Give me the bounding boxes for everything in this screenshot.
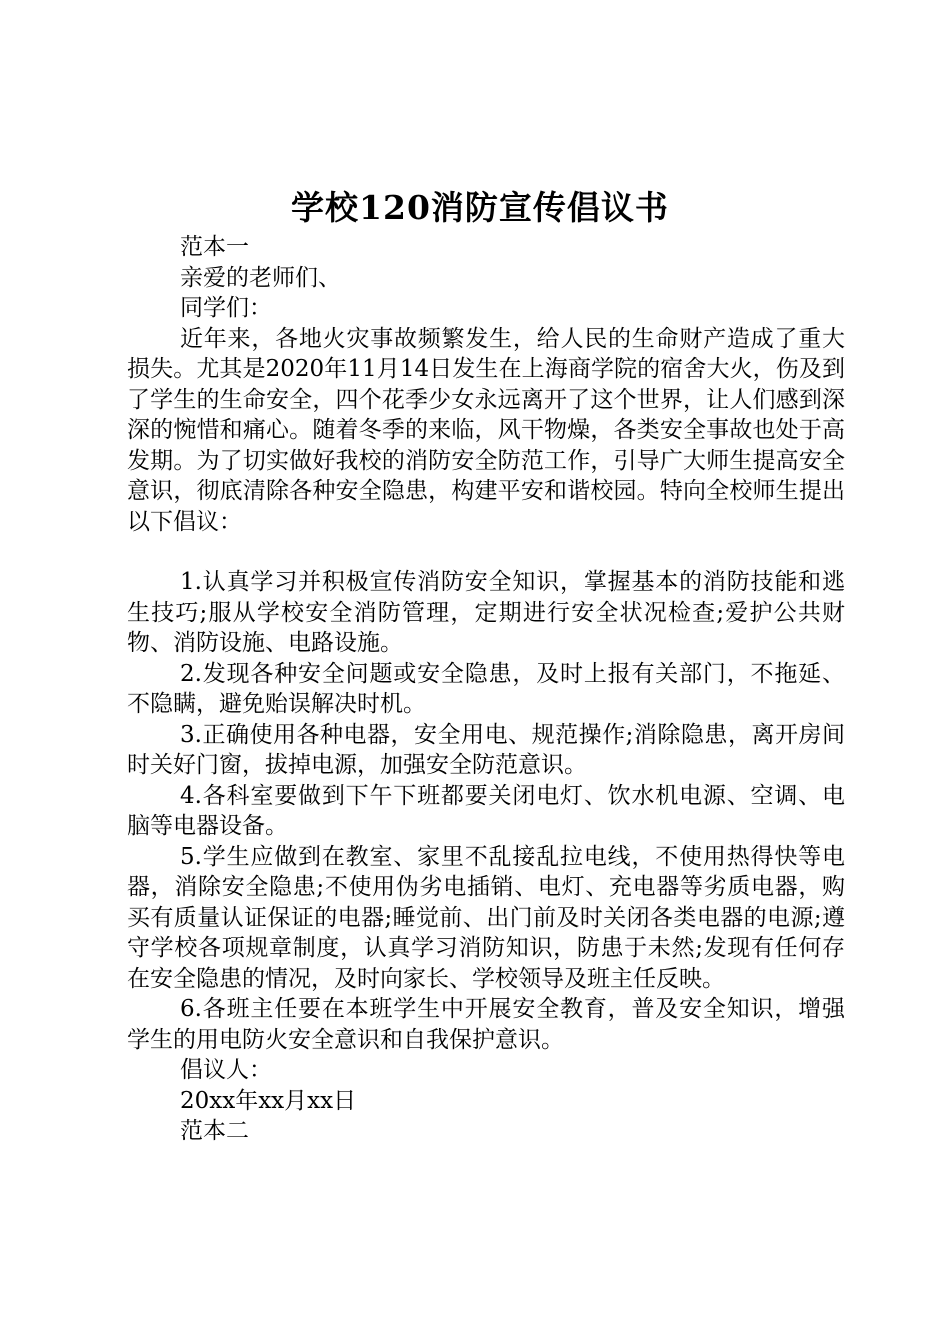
section-heading-2: 范本二 (180, 1118, 249, 1144)
proposal-item-1: 1.认真学习并积极宣传消防安全知识，掌握基本的消防技能和逃生技巧;服从学校安全消防管理，定期进行安全状况检查;爱护公共财物、消防设施、电路设施。 (127, 569, 845, 656)
proposal-item-5: 5.学生应做到在教室、家里不乱接乱拉电线，不使用热得快等电器，消除安全隐患;不使用伪劣电插销、电灯、充电器等劣质电器，购买有质量认证保证的电器;睡觉前、出门前及时关闭各类电器的电源;遵守学校各项规章制度，认真学习消防知识，防患于未然;发现有任何存在安全隐患的情况，及时向家长、学校领导及班主任反映。 (127, 843, 845, 992)
salutation-line-1: 亲爱的老师们、 (180, 264, 341, 291)
signature-date: 20xx年xx月xx日 (180, 1087, 357, 1114)
proposal-item-4: 4.各科室要做到下午下班都要关闭电灯、饮水机电源、空调、电脑等电器设备。 (127, 782, 845, 839)
salutation-line-2: 同学们： (180, 295, 272, 321)
section-heading-1: 范本一 (180, 234, 249, 260)
document-title: 学校120消防宣传倡议书 (291, 188, 669, 227)
paragraph-gap (127, 537, 845, 567)
intro-paragraph: 近年来，各地火灾事故频繁发生，给人民的生命财产造成了重大损失。尤其是2020年11月14日发生在上海商学院的宿舍大火，伤及到了学生的生命安全，四个花季少女永远离开了这个世界，让人们感到深深的惋惜和痛心。随着冬季的来临，风干物燥，各类安全事故也处于高发期。为了切实做好我校的消防安全防范工作，引导广大师生提高安全意识，彻底清除各种安全隐患，构建平安和谐校园。特向全校师生提出以下倡议： (127, 325, 845, 535)
document-body (127, 232, 845, 1147)
proposal-item-6: 6.各班主任要在本班学生中开展安全教育，普及安全知识，增强学生的用电防火安全意识和自我保护意识。 (127, 996, 845, 1053)
proposal-item-2: 2.发现各种安全问题或安全隐患，及时上报有关部门，不拖延、不隐瞒，避免贻误解决时机。 (127, 660, 845, 717)
signer-label: 倡议人： (180, 1057, 272, 1083)
proposal-item-3: 3.正确使用各种电器，安全用电、规范操作;消除隐患，离开房间时关好门窗，拔掉电源，加强安全防范意识。 (127, 721, 845, 778)
